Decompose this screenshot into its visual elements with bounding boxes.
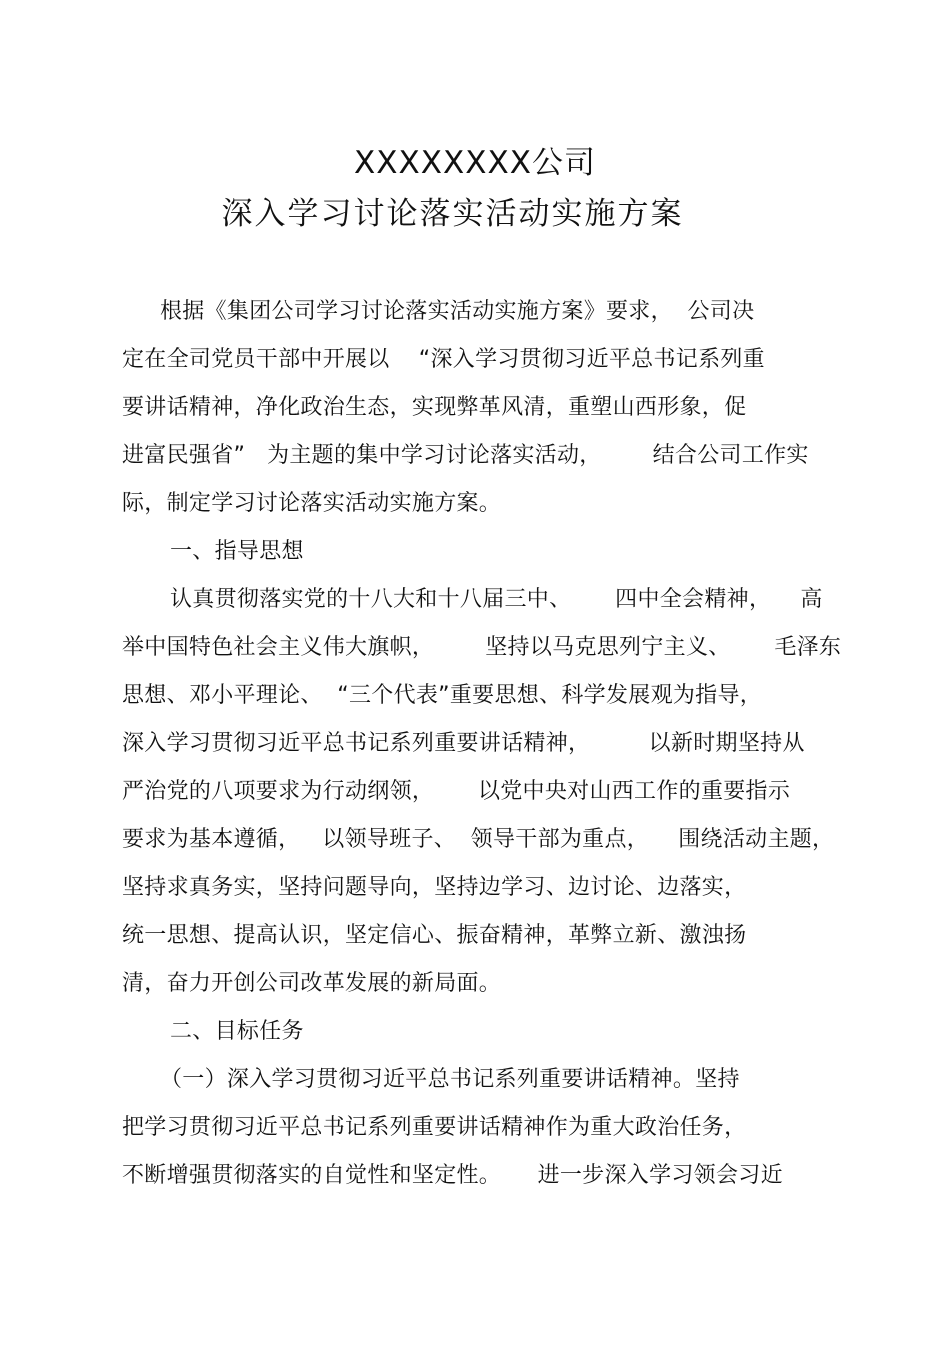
body-line: 清，奋力开创公司改革发展的新局面。	[122, 971, 502, 996]
body-line: 要讲话精神，净化政治生态，实现弊革风清，重塑山西形象，促	[122, 395, 747, 420]
body-line: 不断增强贯彻落实的自觉性和坚定性。 进一步深入学习领会习近	[122, 1163, 783, 1188]
body-line: 认真贯彻落实党的十八大和十八届三中、 四中全会精神， 高	[170, 587, 823, 612]
section-heading: 一、指导思想	[170, 539, 304, 564]
body-line: 深入学习贯彻习近平总书记系列重要讲话精神， 以新时期坚持从	[122, 731, 805, 756]
document-title-plan: 深入学习讨论落实活动实施方案	[221, 196, 684, 232]
body-line: 进富民强省” 为主题的集中学习讨论落实活动， 结合公司工作实	[122, 443, 809, 468]
body-line: 思想、邓小平理论、 “三个代表”重要思想、科学发展观为指导，	[122, 683, 763, 708]
body-line: （一）深入学习贯彻习近平总书记系列重要讲话精神。坚持	[160, 1067, 740, 1092]
body-line: 举中国特色社会主义伟大旗帜， 坚持以马克思列宁主义、 毛泽东	[122, 635, 842, 660]
section-heading: 二、目标任务	[170, 1019, 304, 1044]
body-line: 把学习贯彻习近平总书记系列重要讲话精神作为重大政治任务，	[122, 1115, 747, 1140]
body-line: 根据《集团公司学习讨论落实活动实施方案》要求， 公司决	[160, 299, 755, 324]
document-title-company: XXXXXXXX公司	[354, 145, 596, 181]
body-line: 要求为基本遵循， 以领导班子、 领导干部为重点， 围绕活动主题，	[122, 827, 835, 852]
body-line: 统一思想、提高认识，坚定信心、振奋精神，革弊立新、激浊扬	[122, 923, 747, 948]
body-line: 坚持求真务实，坚持问题导向，坚持边学习、边讨论、边落实，	[122, 875, 747, 900]
body-line: 严治党的八项要求为行动纲领， 以党中央对山西工作的重要指示	[122, 779, 791, 804]
body-line: 定在全司党员干部中开展以 “深入学习贯彻习近平总书记系列重	[122, 347, 765, 372]
body-line: 际，制定学习讨论落实活动实施方案。	[122, 491, 502, 516]
